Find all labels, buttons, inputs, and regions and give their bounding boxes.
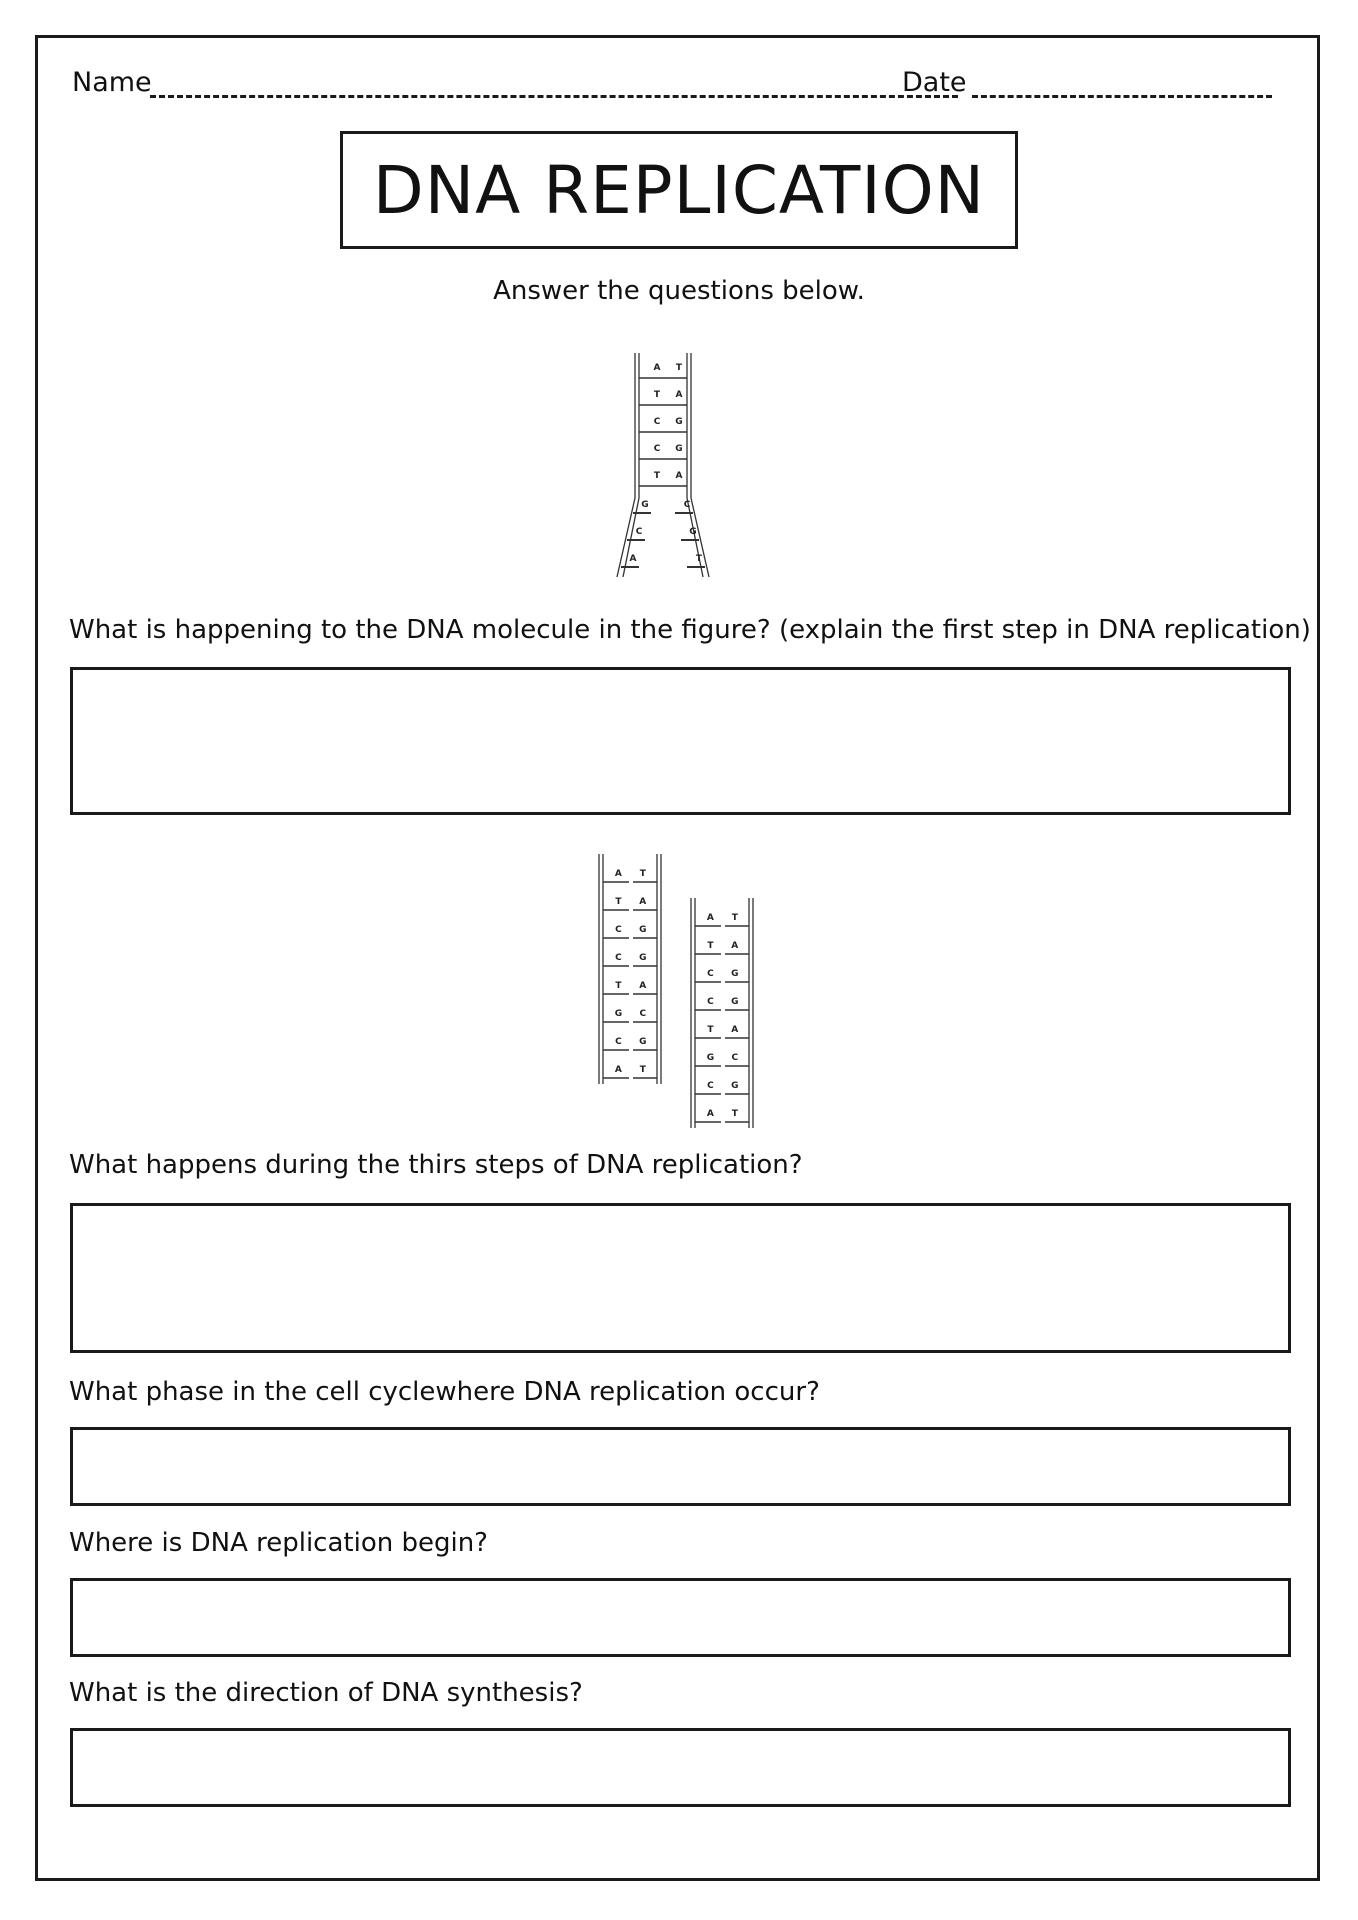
answer-box-2[interactable] xyxy=(70,1203,1291,1353)
dna-replicated-diagram xyxy=(585,848,785,1128)
base-letter: G xyxy=(675,417,683,427)
instructions: Answer the questions below. xyxy=(493,276,865,306)
base-letter: G xyxy=(731,969,739,979)
base-letter: C xyxy=(615,925,622,935)
base-letter: A xyxy=(614,1065,622,1075)
base-letter: A xyxy=(706,1109,714,1119)
base-letter: G xyxy=(639,953,647,963)
base-letter: T xyxy=(653,471,661,481)
dna-unzipping-diagram xyxy=(605,345,765,585)
base-letter: T xyxy=(707,941,714,951)
date-label: Date xyxy=(902,67,967,98)
question-4: Where is DNA replication begin? xyxy=(69,1528,488,1558)
base-letter: A xyxy=(639,981,647,991)
name-label: Name xyxy=(72,67,152,98)
base-letter: T xyxy=(731,1109,738,1119)
question-2: What happens during the thirs steps of DNA replication? xyxy=(69,1150,803,1180)
base-letter: C xyxy=(707,969,714,979)
base-letter: G xyxy=(731,1081,739,1091)
base-letter: T xyxy=(639,869,646,879)
base-letter: A xyxy=(629,554,637,564)
base-letter: G xyxy=(641,500,649,510)
base-letter: G xyxy=(689,527,697,537)
base-letter: A xyxy=(639,897,647,907)
base-letter: T xyxy=(653,390,661,400)
base-letter: C xyxy=(683,500,691,510)
answer-box-4[interactable] xyxy=(70,1578,1291,1657)
header-row xyxy=(72,62,1292,102)
base-letter: A xyxy=(675,471,683,481)
dna-unzipping-figure xyxy=(605,345,765,585)
name-field[interactable] xyxy=(150,95,958,98)
answer-box-5[interactable] xyxy=(70,1728,1291,1807)
base-letter: T xyxy=(675,363,683,373)
base-letter: T xyxy=(731,913,738,923)
base-letter: A xyxy=(614,869,622,879)
base-letter: C xyxy=(615,953,622,963)
base-letter: C xyxy=(653,444,661,454)
base-letter: C xyxy=(731,1053,739,1063)
date-field[interactable] xyxy=(972,95,1272,98)
base-letter: C xyxy=(639,1009,647,1019)
base-letter: G xyxy=(675,444,683,454)
answer-box-3[interactable] xyxy=(70,1427,1291,1506)
question-3: What phase in the cell cyclewhere DNA replication occur? xyxy=(69,1377,820,1407)
answer-box-1[interactable] xyxy=(70,667,1291,815)
question-5: What is the direction of DNA synthesis? xyxy=(69,1678,583,1708)
base-letter: T xyxy=(639,1065,646,1075)
base-letter: G xyxy=(731,997,739,1007)
base-letter: G xyxy=(706,1053,715,1063)
base-letter: T xyxy=(695,554,703,564)
question-1: What is happening to the DNA molecule in the figure? (explain the first step in DNA replication) xyxy=(69,615,1311,645)
base-letter: G xyxy=(639,1037,647,1047)
base-letter: A xyxy=(731,1025,739,1035)
base-letter: C xyxy=(707,997,714,1007)
base-letter: T xyxy=(615,981,622,991)
base-letter: G xyxy=(639,925,647,935)
base-letter: C xyxy=(707,1081,714,1091)
worksheet-title: DNA REPLICATION xyxy=(340,131,1018,249)
base-letter: T xyxy=(707,1025,714,1035)
base-letter: C xyxy=(635,527,643,537)
base-letter: C xyxy=(653,417,661,427)
base-letter: A xyxy=(706,913,714,923)
dna-replicated-figure xyxy=(585,848,785,1128)
base-letter: A xyxy=(731,941,739,951)
base-letter: T xyxy=(615,897,622,907)
base-letter: C xyxy=(615,1037,622,1047)
base-letter: G xyxy=(614,1009,623,1019)
base-letter: A xyxy=(653,363,661,373)
base-letter: A xyxy=(675,390,683,400)
